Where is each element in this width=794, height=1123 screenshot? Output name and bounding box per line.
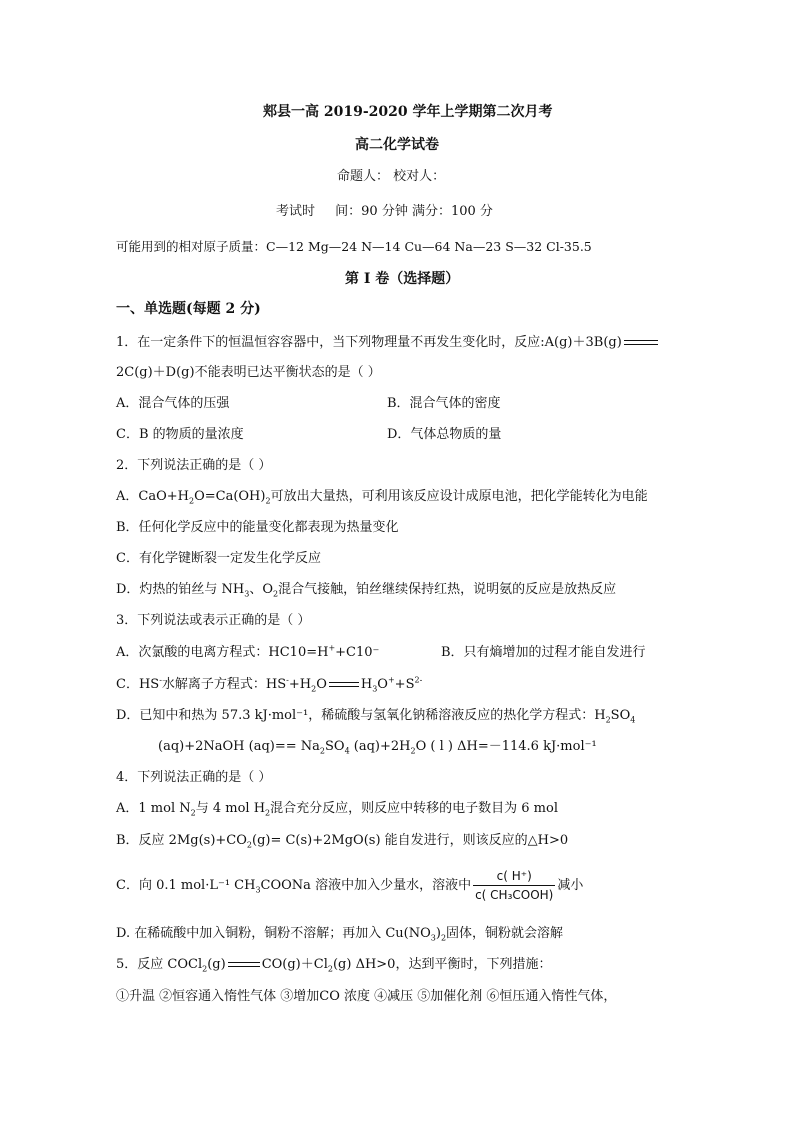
q5-sub: 2 <box>202 964 208 974</box>
q3-c-sup: - <box>286 675 289 685</box>
q3-c-sup: + <box>387 675 395 685</box>
q2-option-d <box>116 581 616 599</box>
q4-a-part: 混合充分反应，则反应中转移的电子数目为 6 mol <box>270 801 558 816</box>
q4-c-part: 减小 <box>557 878 584 893</box>
q3-d-sub: 2 <box>605 715 611 725</box>
concentration-ratio <box>473 867 555 904</box>
q4-d-part: D. 在稀硫酸中加入铜粉，铜粉不溶解；再加入 Cu(NO <box>116 926 431 941</box>
q4-a-part: A．1 mol N <box>116 801 191 816</box>
q3-c-part: H <box>360 677 373 692</box>
time-value: 间：90 分钟 满分：100 分 <box>335 204 493 219</box>
q4-b-part: B．反应 2Mg(s)+CO <box>116 833 247 848</box>
q5-measures: ①升温 ②恒容通入惰性气体 ③增加CO 浓度 ④减压 ⑤加催化剂 ⑥恒压通入惰性气体， <box>116 989 617 1004</box>
q3-a-part: A．次氯酸的电离方程式：HC10=H <box>116 645 329 660</box>
q1-stem-a: 1．在一定条件下的恒温恒容容器中，当下列物理量不再发生变化时，反应:A(g)＋3B(g) <box>116 335 622 350</box>
q1-stem-line1 <box>116 334 660 352</box>
q2-option-a <box>116 488 648 506</box>
equilibrium-arrow-icon <box>329 681 359 689</box>
q3-d-part: SO <box>610 708 631 723</box>
q3-a-sup: + <box>328 643 336 653</box>
q2-a-part: A．CaO+H <box>116 489 189 504</box>
q3-c-part: C．HS <box>116 677 160 692</box>
q5-part: (g) <box>207 957 226 972</box>
q3-d-part: (aq)+2H <box>349 739 411 754</box>
q3-c-sub: 3 <box>372 684 378 694</box>
q4-b-sub: 2 <box>246 840 252 850</box>
q3-d-sub: 2 <box>319 746 325 756</box>
q3-d-sub: 4 <box>344 746 350 756</box>
q3-c-sup: 2- <box>414 675 423 685</box>
exam-subject: 高二化学试卷 <box>355 137 439 153</box>
q5-part: CO(g)＋Cl <box>261 957 328 972</box>
q1-option-b: B．混合气体的密度 <box>387 396 501 411</box>
q3-d-sub: 4 <box>630 715 636 725</box>
exam-title: 郏县一高 2019-2020 学年上学期第二次月考 <box>263 104 553 120</box>
q3-c-part: +S <box>394 677 415 692</box>
q4-c-part: COONa 溶液中加入少量水，溶液中 <box>260 878 472 893</box>
q3-a-part: +C10⁻ <box>335 645 380 660</box>
q3-option-d-line2 <box>158 738 597 756</box>
q2-option-b: B．任何化学反应中的能量变化都表现为热量变化 <box>116 520 399 535</box>
q2-d-sub: 2 <box>273 589 279 599</box>
q1-option-a: A．混合气体的压强 <box>116 396 230 411</box>
q4-option-a <box>116 800 558 818</box>
q4-c-part: C．向 0.1 mol·L⁻¹ CH <box>116 878 256 893</box>
q5-part: (g) ΔH>0，达到平衡时，下列措施： <box>332 957 552 972</box>
equilibrium-arrow-icon <box>228 961 260 969</box>
q3-d-part: (aq)+2NaOH (aq)== Na <box>158 739 320 754</box>
q1-option-d: D．气体总物质的量 <box>387 427 502 442</box>
q4-d-sub: 3 <box>430 933 436 943</box>
q4-option-b <box>116 832 568 850</box>
part1-title: 第 I 卷（选择题） <box>345 271 460 287</box>
section1-title: 一、单选题(每题 2 分) <box>116 301 261 317</box>
q2-d-part: 、O <box>249 582 274 597</box>
fraction-denominator: c( CH₃COOH) <box>475 888 554 902</box>
equilibrium-arrow-icon <box>624 339 658 347</box>
q2-a-sub: 2 <box>265 496 271 506</box>
exam-time <box>276 203 493 221</box>
q4-option-c <box>116 864 583 908</box>
q4-a-part: 与 4 mol H <box>195 801 266 816</box>
q4-option-d <box>116 925 563 943</box>
q2-stem: 2．下列说法正确的是（ ） <box>116 458 272 473</box>
q3-d-part: SO <box>324 739 345 754</box>
q4-a-sub: 2 <box>190 808 196 818</box>
q4-d-sub: 2 <box>440 933 447 943</box>
q3-c-sup: - <box>159 675 162 685</box>
q4-d-part: ) <box>435 926 441 941</box>
q3-option-c <box>116 676 422 694</box>
q1-option-c: C．B 的物质的量浓度 <box>116 427 244 442</box>
q2-d-part: D．灼热的铂丝与 NH <box>116 582 245 597</box>
q3-d-part: D．已知中和热为 57.3 kJ·mol⁻¹，稀硫酸与氢氧化钠稀溶液反应的热化学方程式：H <box>116 708 606 723</box>
q3-stem: 3．下列说法或表示正确的是（ ） <box>116 613 311 628</box>
q4-stem: 4．下列说法正确的是（ ） <box>116 770 272 785</box>
q3-c-part: +H <box>288 677 312 692</box>
q4-c-sub: 3 <box>255 885 261 895</box>
q3-d-sub: 2 <box>410 746 416 756</box>
q3-option-a <box>116 644 379 662</box>
q3-option-b: B．只有熵增加的过程才能自发进行 <box>441 645 646 660</box>
q4-d-part: 固体，铜粉就会溶解 <box>446 926 564 941</box>
q3-d-part: O ( l ) ΔH=－114.6 kJ·mol⁻¹ <box>415 739 597 754</box>
exam-authors: 命题人： 校对人： <box>337 169 446 184</box>
fraction-numerator: c( H⁺) <box>496 869 532 883</box>
time-label: 考试时 <box>276 204 316 219</box>
q2-d-sub: 3 <box>244 589 250 599</box>
q3-c-part: O <box>316 677 327 692</box>
q3-c-part: O <box>377 677 388 692</box>
q2-a-sub: 2 <box>188 496 195 506</box>
q1-stem-line2: 2C(g)＋D(g)不能表明已达平衡状态的是（ ） <box>116 365 381 380</box>
q5-sub: 2 <box>327 964 333 974</box>
q2-a-part: 可放出大量热，可利用该反应设计成原电池，把化学能转化为电能 <box>270 489 648 504</box>
q2-d-part: 混合气接触，铂丝继续保持红热，说明氨的反应是放热反应 <box>278 582 617 597</box>
q4-b-part: (g)= C(s)+2MgO(s) 能自发进行，则该反应的△H>0 <box>252 833 569 848</box>
q3-c-part: 水解离子方程式：HS <box>161 677 287 692</box>
atomic-masses: 可能用到的相对原子质量：C—12 Mg—24 N—14 Cu—64 Na—23 S—32 Cl-35.5 <box>116 239 592 254</box>
q2-option-c: C．有化学键断裂一定发生化学反应 <box>116 551 321 566</box>
q5-part: 5．反应 COCl <box>116 957 203 972</box>
q5-stem <box>116 956 551 974</box>
q2-a-part: O=Ca(OH) <box>194 489 266 504</box>
q4-a-sub: 2 <box>265 808 271 818</box>
q3-option-d-line1 <box>116 707 635 725</box>
q3-c-sub: 2 <box>311 684 317 694</box>
